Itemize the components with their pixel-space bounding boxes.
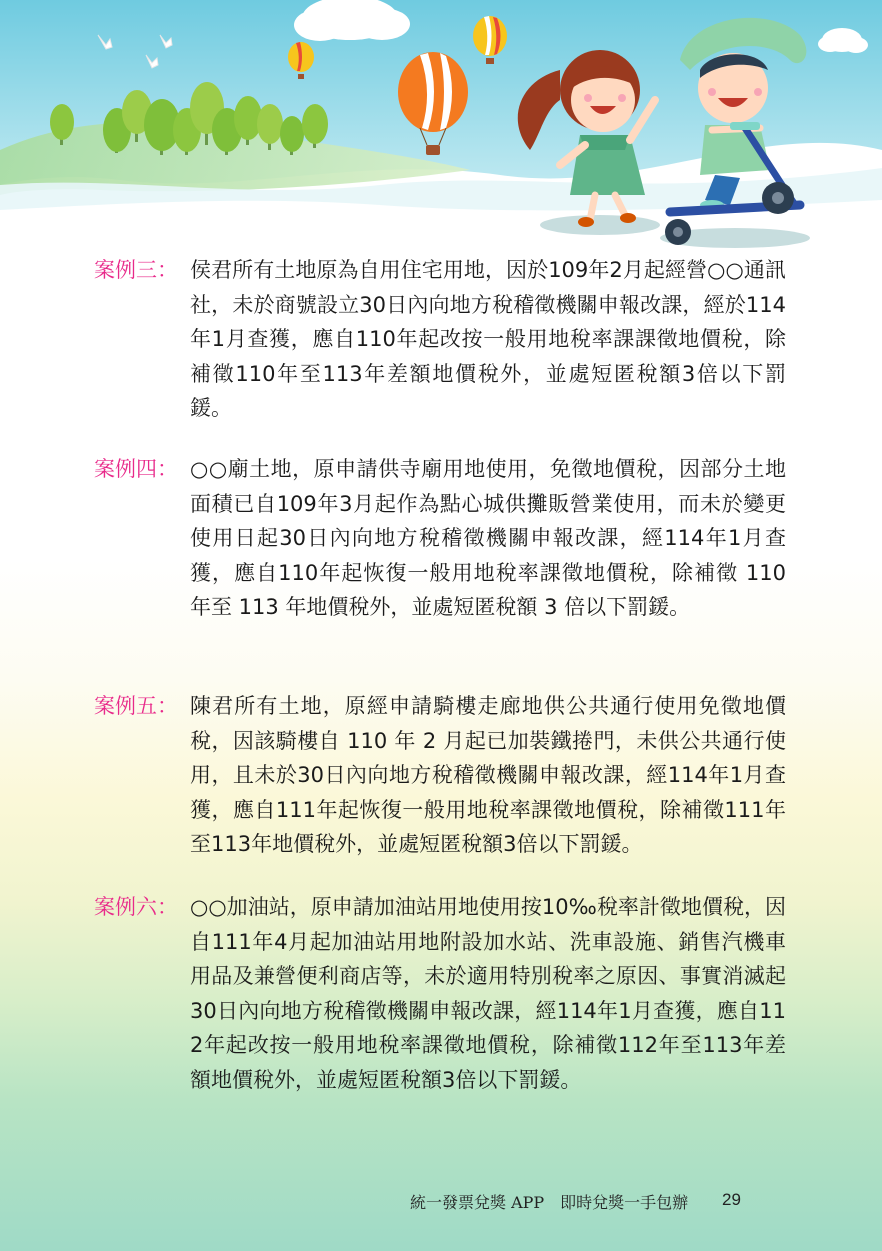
case-text: ○○加油站，原申請加油站用地使用按10‰稅率計徵地價稅，因自111年4月起加油站用地附設加水站、洗車設施、銷售汽機車用品及兼營便利商店等，未於適用特別稅率之原因、事實消滅起30日內向地方稅稽徵機關申報改課，經114年1月查獲，應自112年起改按一般用地稅率課徵地價稅，除補徵112年至113年差額地價稅外，並處短匿稅額3倍以下罰鍰。 — [190, 895, 786, 1092]
page-number: 29 — [722, 1190, 741, 1209]
case-text: ○○廟土地，原申請供寺廟用地使用，免徵地價稅，因部分土地面積已自109年3月起作為點心城供攤販營業使用，而未於變更使用日起30日內向地方稅稽徵機關申報改課，經114年1月查獲，應自110年起恢復一般用地稅率課徵地價稅，除補徵 110 年至 113 年地價稅外，並處短匿稅額 3 倍以下罰鍰。 — [190, 457, 786, 620]
case-text: 侯君所有土地原為自用住宅用地，因於109年2月起經營○○通訊社，未於商號設立30日內向地方稅稽徵機關申報改課，經於114年1月查獲，應自110年起改按一般用地稅率課課徵地價稅，除補徵110年至113年差額地價稅外，並處短匿稅額3倍以下罰鍰。 — [190, 258, 786, 421]
case-label: 案例四： — [94, 457, 178, 481]
page-footer — [410, 1190, 750, 1214]
footer-title: 統一發票兌獎 APP 即時兌獎一手包辦 — [410, 1193, 689, 1212]
case-label: 案例六： — [94, 895, 178, 919]
case-label: 案例五： — [94, 694, 178, 718]
case-label: 案例三： — [94, 258, 178, 282]
case-text: 陳君所有土地，原經申請騎樓走廊地供公共通行使用免徵地價稅，因該騎樓自 110 年 2 月起已加裝鐵捲門，未供公共通行使用，且未於30日內向地方稅稽徵機關申報改課，經114年1月查獲，應自111年起恢復一般用地稅率課徵地價稅，除補徵111年至113年地價稅外，並處短匿稅額3倍以下罰鍰。 — [190, 694, 786, 857]
